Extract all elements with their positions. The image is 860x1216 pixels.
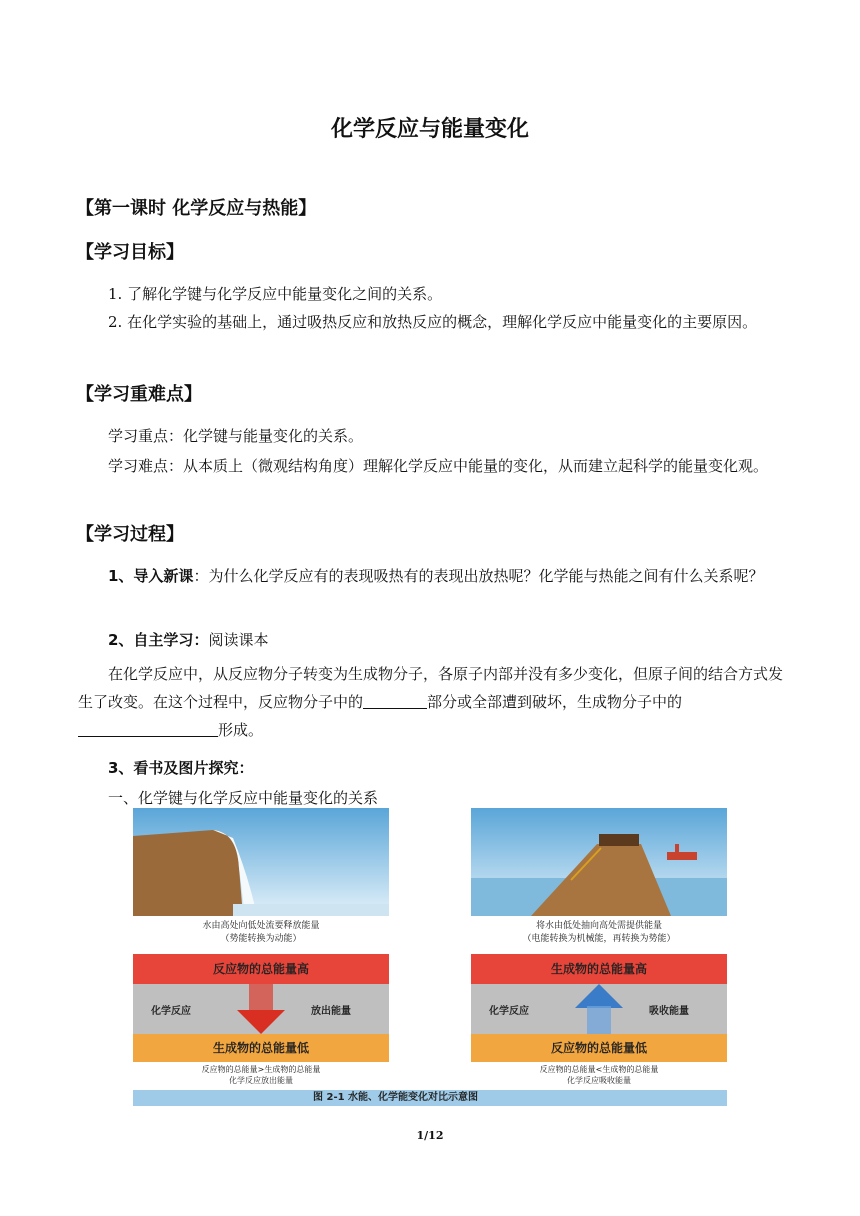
left-note-line1: 反应物的总能量>生成物的总能量 xyxy=(201,1065,321,1074)
self-study-text: 阅读课本 xyxy=(208,631,269,649)
paragraph-text-c: 形成。 xyxy=(218,721,264,739)
key-difficulty: 学习难点：从本质上（微观结构角度）理解化学反应中能量的变化，从而建立起科学的能量变化观。 xyxy=(108,457,769,475)
right-panel xyxy=(471,808,727,1085)
waterfall-illustration xyxy=(133,808,389,916)
key-points-heading: 【学习重难点】 xyxy=(76,384,202,405)
self-study-paragraph xyxy=(78,660,784,744)
paragraph-text-a: 在化学反应中，从反应物分子转变为生成物分子，各原子内部并没有多少变化，但原子间的结合方式发生了改变。在这个过程中，反应物分子中的 xyxy=(78,665,784,711)
right-caption xyxy=(471,916,727,952)
left-note-line2: 化学反应放出能量 xyxy=(229,1076,293,1085)
left-mid-action: 放出能量 xyxy=(311,1006,351,1017)
left-bottom-bar: 生成物的总能量低 xyxy=(133,1034,389,1062)
left-caption xyxy=(133,916,389,952)
right-mid-action: 吸收能量 xyxy=(649,1006,689,1017)
key-focus: 学习重点：化学键与能量变化的关系。 xyxy=(108,427,364,445)
right-mid-label: 化学反应 xyxy=(489,1006,529,1017)
pump-illustration xyxy=(471,808,727,916)
left-middle-band xyxy=(133,984,389,1034)
figure-caption: 图 2-1 水能、化学能变化对比示意图 xyxy=(133,1090,727,1106)
left-caption-line2: （势能转换为动能） xyxy=(220,934,302,944)
objective-item-1: 1. 了解化学键与化学反应中能量变化之间的关系。 xyxy=(108,285,443,303)
left-top-bar: 反应物的总能量高 xyxy=(133,954,389,984)
right-note-line1: 反应物的总能量<生成物的总能量 xyxy=(539,1065,659,1074)
right-note xyxy=(471,1062,727,1086)
self-study-line xyxy=(78,626,784,654)
right-bottom-bar: 反应物的总能量低 xyxy=(471,1034,727,1062)
lesson-heading: 【第一课时 化学反应与热能】 xyxy=(76,198,317,219)
explore-line xyxy=(78,754,784,782)
self-study-label: 2、自主学习： xyxy=(108,631,209,649)
left-panel xyxy=(133,808,389,1085)
paragraph-text-b: 部分或全部遭到破坏，生成物分子中的 xyxy=(427,693,683,711)
fill-blank-2[interactable] xyxy=(78,718,218,737)
down-arrow-icon xyxy=(237,984,285,1034)
right-middle-band xyxy=(471,984,727,1034)
intro-label: 1、导入新课 xyxy=(108,567,194,585)
right-note-line2: 化学反应吸收能量 xyxy=(567,1076,631,1085)
objective-item-2: 2. 在化学实验的基础上，通过吸热反应和放热反应的概念，理解化学反应中能量变化的主要原因。 xyxy=(108,313,758,331)
left-caption-line1: 水由高处向低处流要释放能量 xyxy=(202,921,320,931)
right-caption-line2: （电能转换为机械能，再转换为势能） xyxy=(522,934,676,944)
left-note xyxy=(133,1062,389,1086)
explore-label: 3、看书及图片探究： xyxy=(108,759,254,777)
fill-blank-1[interactable] xyxy=(363,690,427,709)
energy-comparison-figure xyxy=(133,808,727,1106)
intro-paragraph xyxy=(78,562,784,590)
section-one-title: 一、化学键与化学反应中能量变化的关系 xyxy=(108,789,379,807)
right-caption-line1: 将水由低处抽向高处需提供能量 xyxy=(535,921,662,931)
intro-text: ：为什么化学反应有的表现吸热有的表现出放热呢？化学能与热能之间有什么关系呢？ xyxy=(193,567,764,585)
document-title: 化学反应与能量变化 xyxy=(330,117,529,142)
up-arrow-icon xyxy=(575,984,623,1034)
objectives-heading: 【学习目标】 xyxy=(76,242,184,263)
process-heading: 【学习过程】 xyxy=(76,524,184,545)
page-number: 1/12 xyxy=(416,1129,444,1142)
right-top-bar: 生成物的总能量高 xyxy=(471,954,727,984)
left-mid-label: 化学反应 xyxy=(151,1006,191,1017)
